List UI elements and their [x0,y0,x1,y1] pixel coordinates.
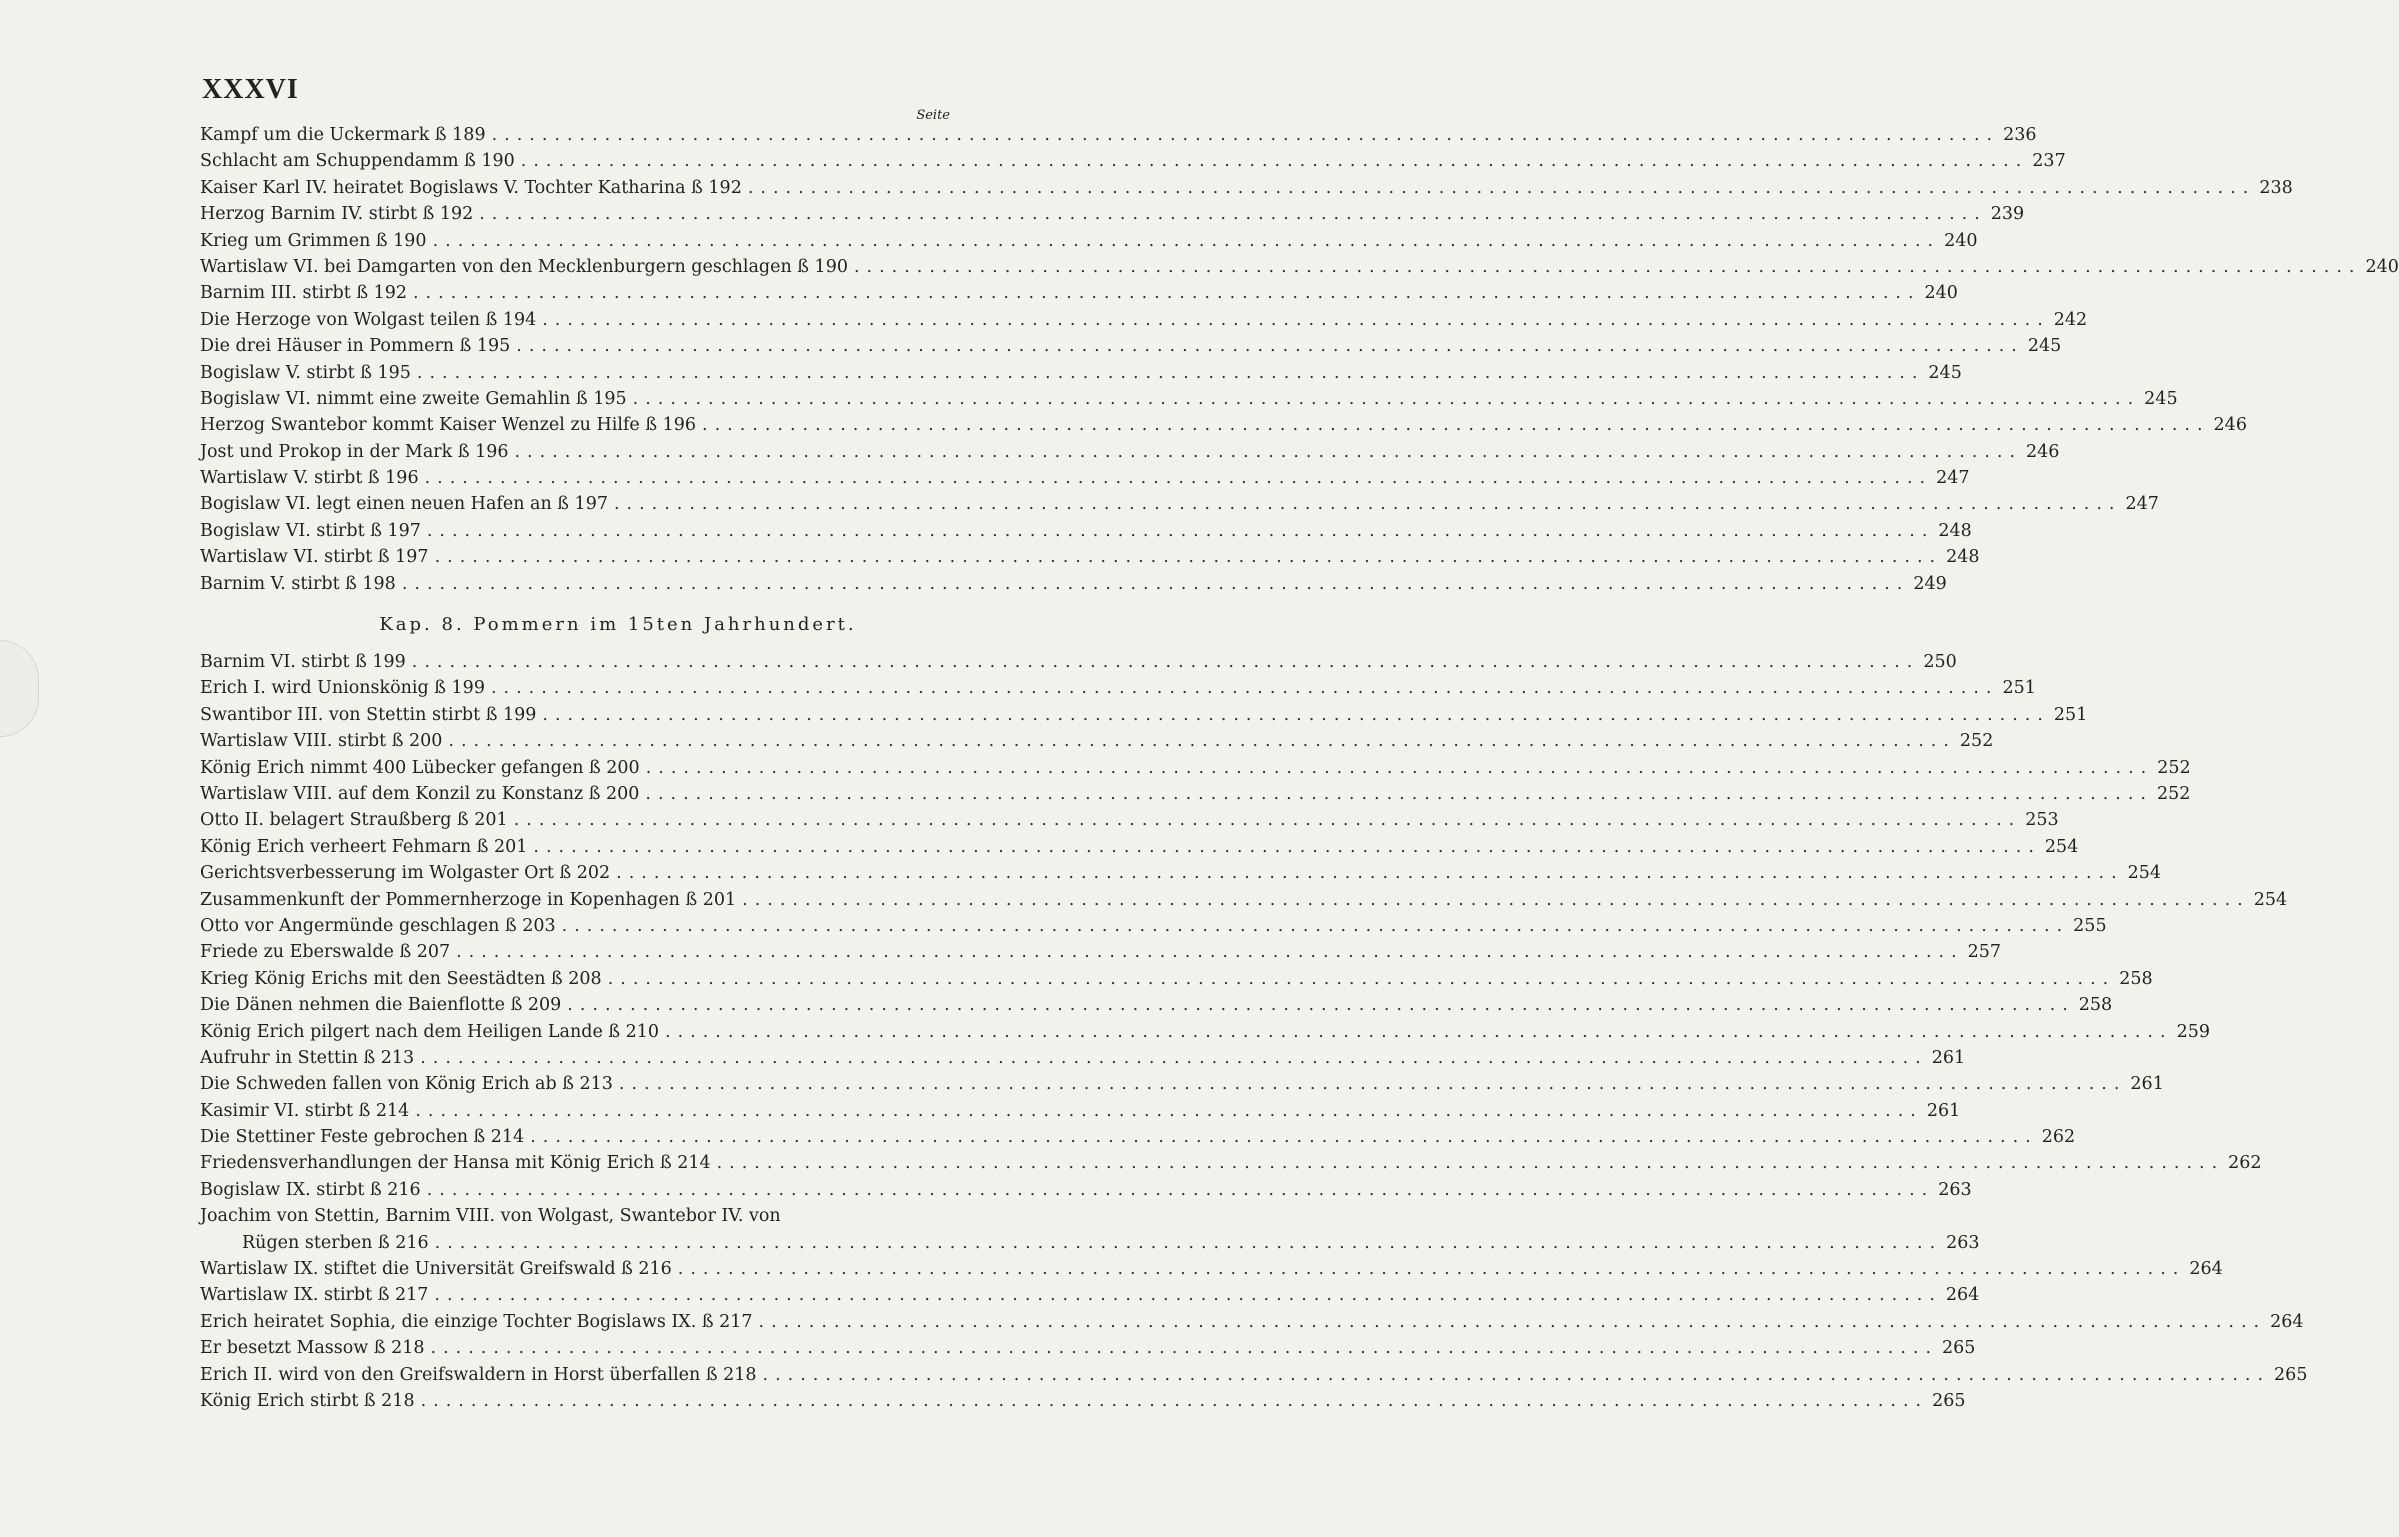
toc-entry-title: Die drei Häuser in Pommern ß 195 [200,336,511,357]
toc-entry-title: König Erich verheert Fehmarn ß 201 [200,836,528,857]
leader-dots: ........................................................................................................................ [424,468,1933,489]
toc-entry-page: 263 [1946,1232,1980,1253]
toc-entry-title: Die Schweden fallen von König Erich ab ß 213 [200,1074,613,1095]
leader-dots: ........................................................................................................................ [513,810,2022,831]
toc-entry[interactable] [200,175,2293,201]
leader-dots: ........................................................................................................................ [762,1364,2271,1385]
toc-entry-page: 261 [1926,1100,1961,1121]
toc-entry-page: 251 [2002,678,2036,699]
toc-entry-title: Friedensverhandlungen der Hansa mit König Erich ß 214 [200,1153,711,1174]
toc-entry[interactable] [200,1019,2210,1045]
leader-dots: ........................................................................................................................ [516,336,2024,357]
toc-entry-page: 263 [1938,1179,1972,1200]
leader-dots: ........................................................................................................................ [747,177,2256,198]
toc-entry-title: Kasimir VI. stirbt ß 214 [200,1100,410,1121]
toc-entry[interactable] [200,571,1947,597]
toc-entry[interactable] [200,1071,2164,1097]
toc-entry[interactable] [200,807,2059,833]
leader-dots: ........................................................................................................................ [853,256,2362,277]
toc-entry-title: Friede zu Eberswalde ß 207 [200,942,451,963]
leader-dots: ........................................................................................................................ [542,309,2050,330]
toc-entry-title: König Erich nimmt 400 Lübecker gefangen ß 200 [200,757,640,778]
toc-entry-page: 245 [2144,388,2178,409]
toc-entry-title: Barnim V. stirbt ß 198 [200,573,396,594]
leader-dots: ........................................................................................................................ [420,1047,1928,1068]
toc-entry[interactable] [200,1150,2262,1176]
toc-entry[interactable] [200,966,2153,992]
toc-entry-page: 252 [1959,731,1994,752]
toc-entry[interactable] [200,280,1958,306]
toc-entry-title: Bogislaw VI. nimmt eine zweite Gemahlin ß 195 [200,388,627,409]
toc-entry-title: Swantibor III. von Stettin stirbt ß 199 [200,704,537,725]
toc-entry-multiline[interactable] [200,1203,1980,1256]
leader-dots: ........................................................................................................................ [702,415,2210,436]
toc-entry[interactable] [200,728,1994,754]
toc-entry-title: Bogislaw VI. legt einen neuen Hafen an ß 197 [200,494,608,515]
toc-entry-page: 261 [2130,1074,2164,1095]
toc-entry[interactable] [200,465,1970,491]
toc-entry-page: 246 [2026,441,2060,462]
toc-entry-title: Jost und Prokop in der Mark ß 196 [200,441,509,462]
toc-entry[interactable] [200,860,2162,886]
toc-entry-page: 265 [2274,1364,2308,1385]
toc-entry-page: 240 [2365,256,2399,277]
toc-entry-page: 265 [1942,1338,1976,1359]
toc-entry-page: 254 [2127,863,2162,884]
toc-entry-title: König Erich stirbt ß 218 [200,1390,415,1411]
toc-entry[interactable] [200,1045,1966,1071]
toc-entry-title: Wartislaw V. stirbt ß 196 [200,468,419,489]
leader-dots: ........................................................................................................................ [448,731,1956,752]
toc-entry-page: 245 [2027,336,2062,357]
leader-dots: ........................................................................................................................ [530,1127,2038,1148]
toc-entry-page: 237 [2032,151,2066,172]
toc-entry-title: Die Stettiner Feste gebrochen ß 214 [200,1127,525,1148]
toc-entry[interactable] [200,913,2107,939]
toc-entry[interactable] [200,1362,2308,1388]
toc-entry-page: 253 [2025,810,2059,831]
toc-entry[interactable] [200,675,2036,701]
toc-entry-page: 248 [1946,547,1980,568]
toc-entry-title: Wartislaw VI. stirbt ß 197 [200,547,429,568]
toc-entry[interactable] [200,1335,1976,1361]
leader-dots: ........................................................................................................................ [490,678,1999,699]
toc-entry[interactable] [200,702,2088,728]
leader-dots: ........................................................................................................................ [533,836,2041,857]
table-of-contents [200,122,2399,1414]
leader-dots: ........................................................................................................................ [430,1338,1939,1359]
toc-entry-page: 262 [2228,1153,2262,1174]
toc-entry-line-2 [200,1230,1980,1256]
toc-entry-title: Bogislaw IX. stirbt ß 216 [200,1179,421,1200]
toc-entry-title: Kaiser Karl IV. heiratet Bogislaws V. Tochter Katharina ß 192 [200,177,742,198]
leader-dots: ........................................................................................................................ [616,863,2124,884]
toc-entry-line-1 [200,1203,946,1229]
toc-entry[interactable] [200,439,2060,465]
toc-entry[interactable] [200,491,2159,517]
toc-entry-page: 264 [2189,1259,2223,1280]
toc-entry-title: Wartislaw IX. stiftet die Universität Greifswald ß 216 [200,1259,672,1280]
toc-entry-page: 261 [1931,1047,1966,1068]
leader-dots: ........................................................................................................................ [479,204,1987,225]
page-column-header: Seite [916,108,950,123]
toc-entry[interactable] [200,781,2191,807]
toc-entry-page: 254 [2253,889,2288,910]
toc-entry[interactable] [200,360,1962,386]
toc-entry-title: Herzog Swantebor kommt Kaiser Wenzel zu Hilfe ß 196 [200,415,697,436]
toc-entry-page: 236 [2003,125,2037,145]
toc-entry[interactable] [200,1256,2223,1282]
toc-entry-page: 258 [2119,968,2153,989]
toc-entry-page: 254 [2044,836,2079,857]
toc-entry-page: 249 [1913,573,1947,594]
toc-entry-title: Aufruhr in Stettin ß 213 [200,1047,415,1068]
toc-entry-title: Wartislaw VI. bei Damgarten von den Mecklenburgern geschlagen ß 190 [200,256,848,277]
leader-dots: ........................................................................................................................ [434,1232,1943,1253]
toc-entry-page: 262 [2041,1127,2076,1148]
toc-entry-title: Herzog Barnim IV. stirbt ß 192 [200,204,474,225]
toc-entry-title: Erich I. wird Unionskönig ß 199 [200,678,485,699]
toc-entry-title: Rügen sterben ß 216 [242,1232,429,1253]
leader-dots: ........................................................................................................................ [434,547,1943,568]
toc-entry-title: Krieg um Grimmen ß 190 [200,230,427,251]
toc-entry-page: 259 [2176,1021,2210,1042]
toc-entry-page: 238 [2259,177,2293,198]
toc-entry[interactable] [200,122,2037,148]
toc-entry-page: 255 [2073,915,2107,936]
leader-dots: ........................................................................................................................ [742,889,2250,910]
leader-dots: ........................................................................................................................ [758,1311,2267,1332]
leader-dots: ........................................................................................................................ [613,494,2122,515]
leader-dots: ........................................................................................................................ [426,1179,1935,1200]
leader-dots: ........................................................................................................................ [542,704,2050,725]
toc-entry-title: Zusammenkunft der Pommernherzoge in Kopenhagen ß 201 [200,889,737,910]
leader-dots: ........................................................................................................................ [632,388,2141,409]
toc-entry[interactable] [200,1309,2304,1335]
toc-entry[interactable] [200,1098,1961,1124]
leader-dots: ........................................................................................................................ [420,1390,1929,1411]
toc-entry-title: Krieg König Erichs mit den Seestädten ß 208 [200,968,602,989]
toc-entry[interactable] [200,544,1980,570]
leader-dots: ........................................................................................................................ [607,968,2116,989]
leader-dots: ........................................................................................................................ [618,1074,2127,1095]
leader-dots: ........................................................................................................................ [645,757,2154,778]
leader-dots: ........................................................................................................................ [491,125,2000,145]
leader-dots: ........................................................................................................................ [520,151,2029,172]
toc-entry-title: Wartislaw IX. stirbt ß 217 [200,1285,429,1306]
toc-entry-page: 247 [1936,468,1970,489]
toc-entry[interactable] [200,518,1972,544]
chapter-heading: Kap. 8. Pommern im 15ten Jahrhundert. [379,614,857,636]
toc-entry-page: 264 [2270,1311,2304,1332]
leader-dots: ........................................................................................................................ [434,1285,1942,1306]
toc-entry-page: 258 [2078,995,2113,1016]
toc-entry[interactable] [200,1282,1980,1308]
leader-dots: ........................................................................................................................ [567,995,2075,1016]
toc-entry-page: 248 [1938,520,1972,541]
toc-entry-title: Barnim III. stirbt ß 192 [200,283,407,304]
page-tab-mark [0,640,39,737]
leader-dots: ........................................................................................................................ [426,520,1935,541]
toc-group-b [200,649,2288,1203]
toc-entry[interactable] [200,649,1957,675]
toc-entry-title: Kampf um die Uckermark ß 189 [200,125,486,145]
leader-dots: ........................................................................................................................ [514,441,2023,462]
toc-entry-page: 264 [1945,1285,1980,1306]
toc-entry-title: Bogislaw V. stirbt ß 195 [200,362,411,383]
toc-entry-page: 247 [2125,494,2159,515]
toc-entry-title: Otto II. belagert Straußberg ß 201 [200,810,508,831]
toc-entry[interactable] [200,992,2113,1018]
toc-entry[interactable] [200,333,2062,359]
leader-dots: ........................................................................................................................ [716,1153,2225,1174]
toc-entry[interactable] [200,755,2191,781]
toc-entry-title: Schlacht am Schuppendamm ß 190 [200,151,515,172]
leader-dots: ........................................................................................................................ [456,942,1964,963]
leader-dots: ........................................................................................................................ [645,783,2153,804]
toc-entry-page: 251 [2053,704,2088,725]
leader-dots: ........................................................................................................................ [416,362,1925,383]
toc-entry-title: Erich heiratet Sophia, die einzige Tochter Bogislaws IX. ß 217 [200,1311,753,1332]
toc-entry-title: Joachim von Stettin, Barnim VIII. von Wolgast, Swantebor IV. von [200,1206,781,1227]
leader-dots: ........................................................................................................................ [411,652,1920,673]
toc-entry-title: Otto vor Angermünde geschlagen ß 203 [200,915,556,936]
toc-entry[interactable] [200,1124,2076,1150]
toc-entry[interactable] [200,201,2025,227]
leader-dots: ........................................................................................................................ [401,573,1910,594]
toc-entry-title: Die Herzoge von Wolgast teilen ß 194 [200,309,537,330]
leader-dots: ........................................................................................................................ [665,1021,2173,1042]
toc-entry-title: König Erich pilgert nach dem Heiligen Lande ß 210 [200,1021,660,1042]
toc-group-a [200,122,2399,597]
toc-entry-page: 239 [1990,204,2025,225]
toc-entry[interactable] [200,228,1978,254]
leader-dots: ........................................................................................................................ [415,1100,1923,1121]
toc-entry-page: 252 [2157,757,2191,778]
toc-entry-page: 245 [1928,362,1962,383]
toc-entry-page: 250 [1923,652,1957,673]
toc-entry[interactable] [200,1388,1966,1414]
toc-entry[interactable] [200,254,2399,280]
toc-entry[interactable] [200,939,2002,965]
toc-entry-page: 240 [1924,283,1958,304]
toc-entry[interactable] [200,307,2088,333]
toc-entry-page: 240 [1944,230,1978,251]
toc-entry-title: Bogislaw VI. stirbt ß 197 [200,520,421,541]
toc-entry[interactable] [200,887,2288,913]
toc-entry-page: 242 [2053,309,2088,330]
toc-entry-title: Er besetzt Massow ß 218 [200,1338,425,1359]
toc-entry-page: 252 [2156,783,2191,804]
toc-entry-title: Gerichtsverbesserung im Wolgaster Ort ß 202 [200,863,611,884]
toc-entry-title: Erich II. wird von den Greifswaldern in Horst überfallen ß 218 [200,1364,757,1385]
toc-entry-page: 257 [1967,942,2002,963]
leader-dots: ........................................................................................................................ [677,1259,2186,1280]
toc-entry-title: Wartislaw VIII. stirbt ß 200 [200,731,443,752]
leader-dots: ........................................................................................................................ [432,230,1941,251]
toc-entry[interactable] [200,834,2079,860]
toc-entry-title: Wartislaw VIII. auf dem Konzil zu Konstanz ß 200 [200,783,640,804]
toc-entry-page: 265 [1932,1390,1966,1411]
toc-entry[interactable] [200,386,2178,412]
toc-entry-title: Die Dänen nehmen die Baienflotte ß 209 [200,995,562,1016]
page-number: XXXVI [202,74,299,105]
toc-entry[interactable] [200,1177,1972,1203]
leader-dots: ........................................................................................................................ [412,283,1921,304]
toc-entry-page: 246 [2213,415,2247,436]
leader-dots: ........................................................................................................................ [561,915,2070,936]
toc-group-c [200,1256,2308,1414]
toc-entry[interactable] [200,412,2247,438]
toc-entry[interactable] [200,148,2066,174]
toc-entry-title: Barnim VI. stirbt ß 199 [200,652,406,673]
